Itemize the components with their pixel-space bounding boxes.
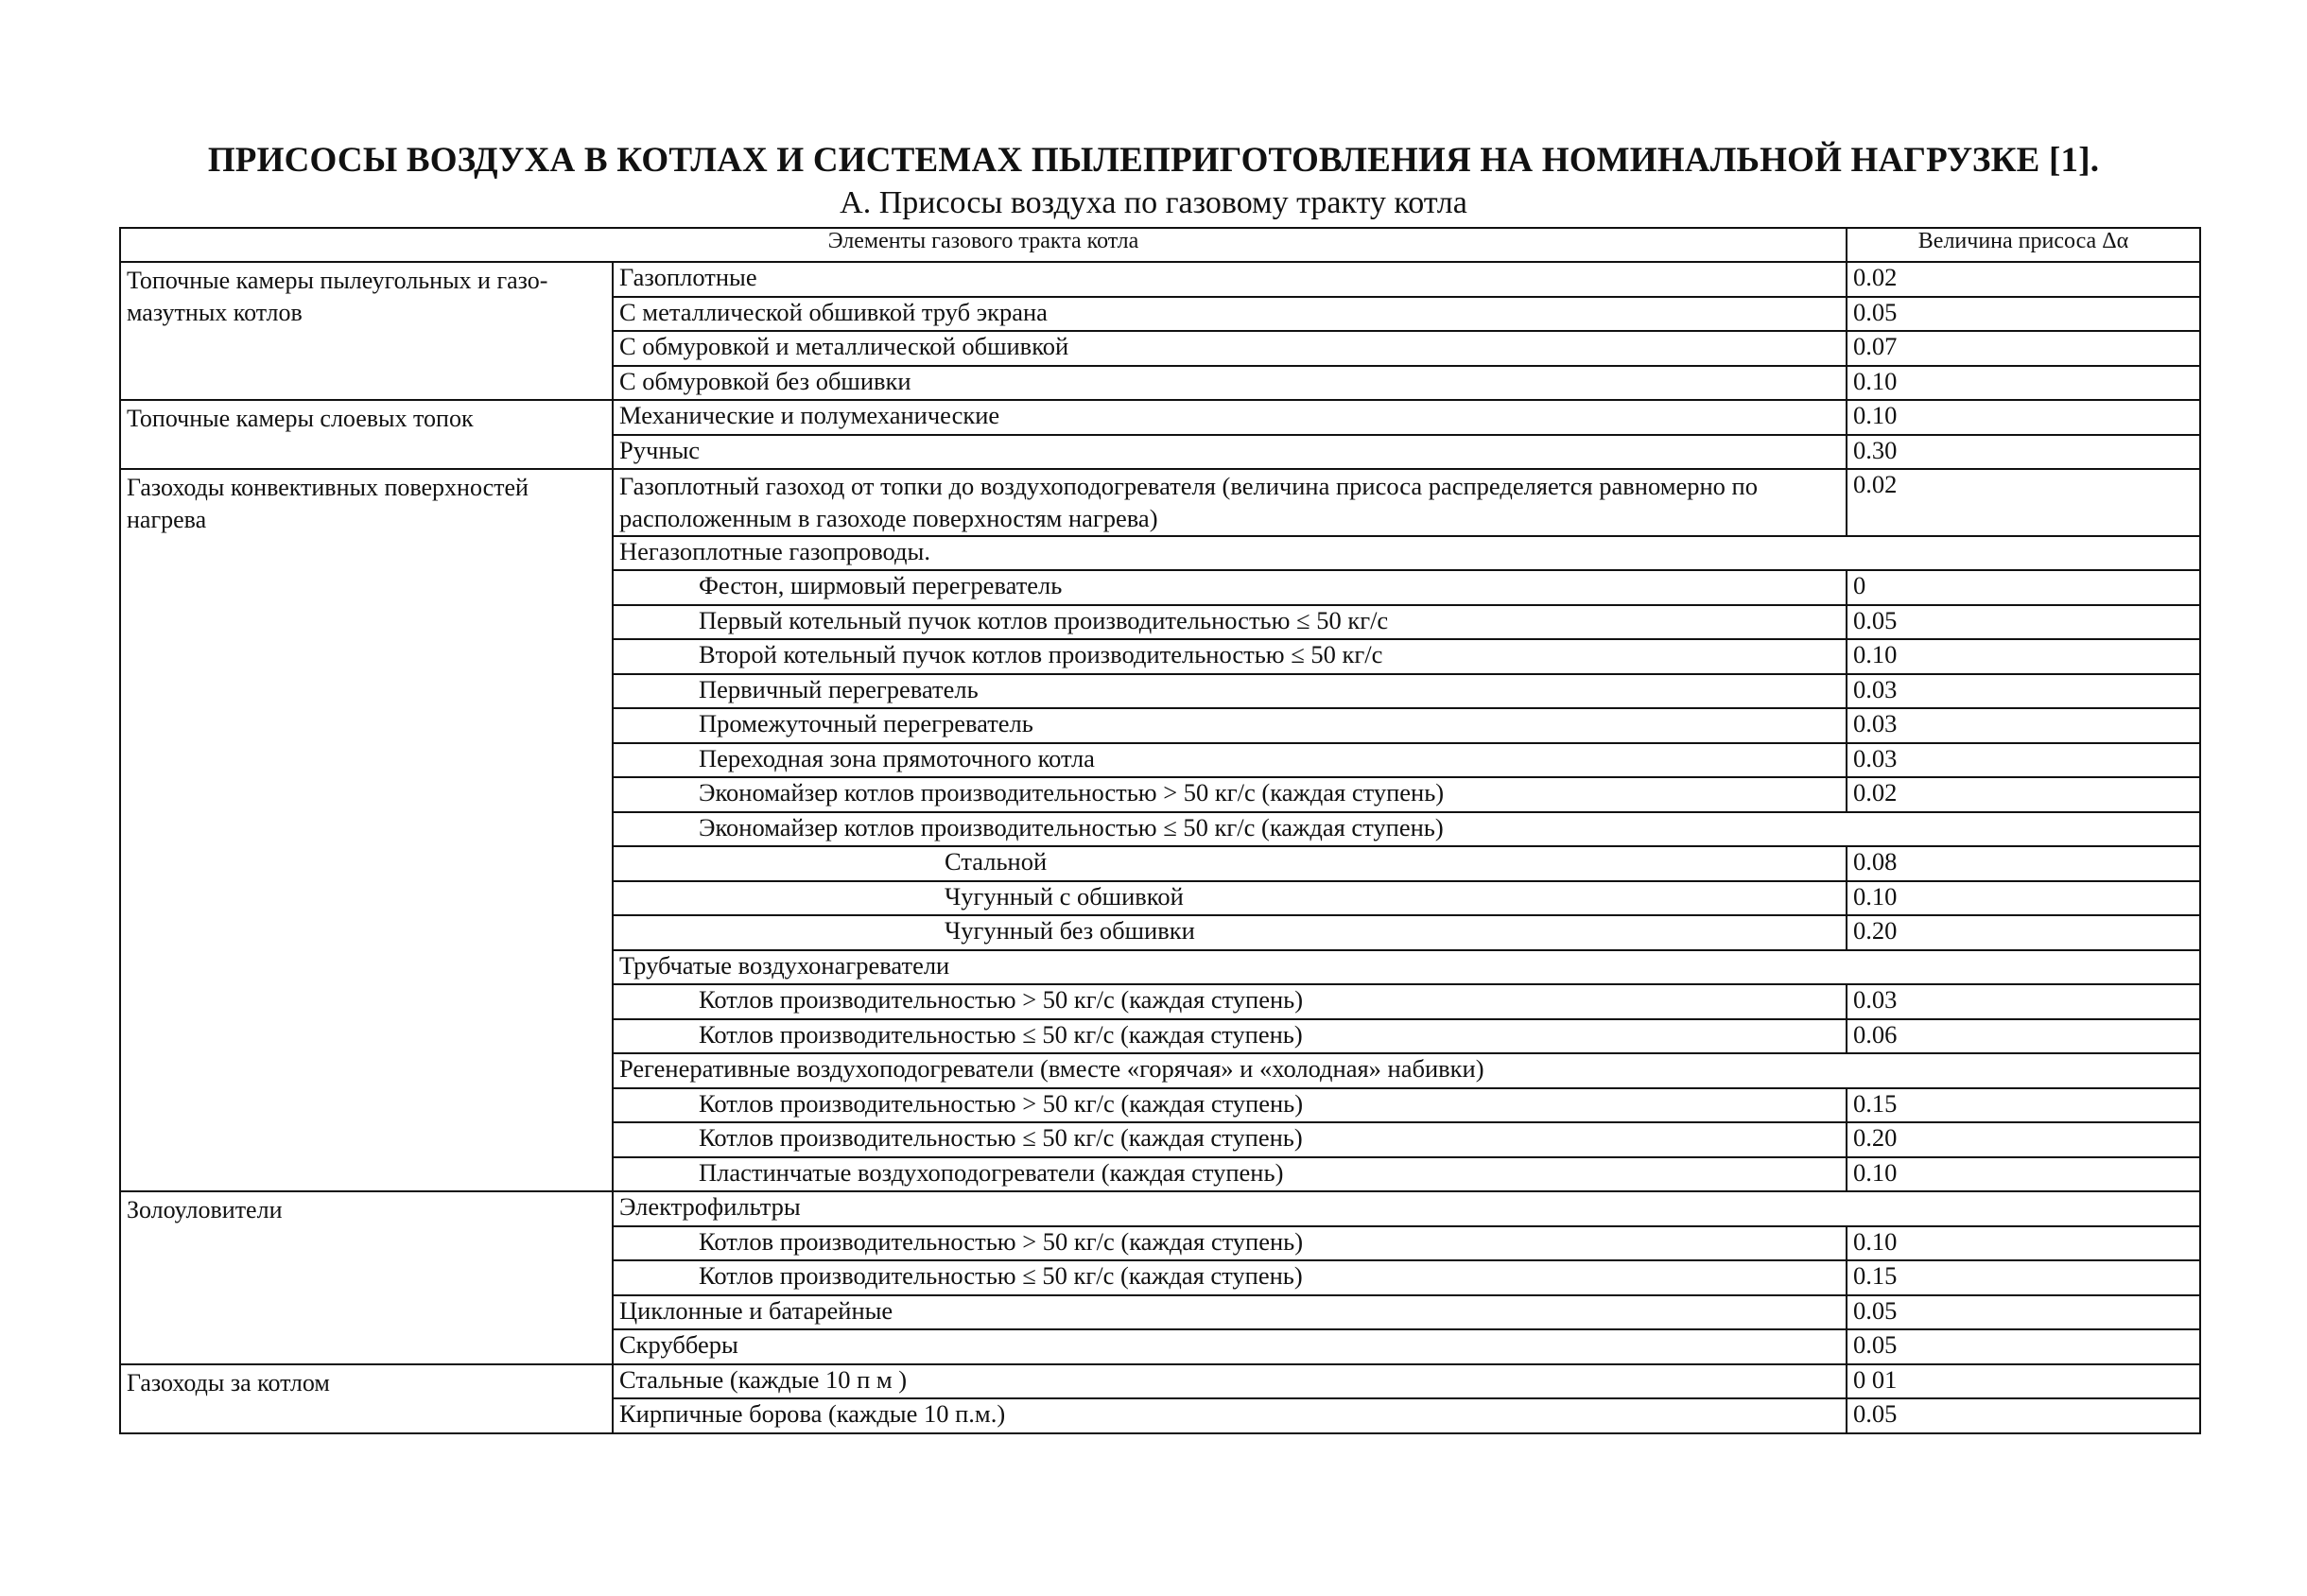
row-text: Чугунный с обшивкой xyxy=(613,881,1847,916)
row-value: 0.15 xyxy=(1847,1088,2200,1123)
row-text: Ручныс xyxy=(613,435,1847,470)
row-value: 0.08 xyxy=(1847,846,2200,881)
row-text: Электрофильтры xyxy=(613,1191,2200,1226)
row-value: 0.03 xyxy=(1847,708,2200,743)
row-value: 0.10 xyxy=(1847,1157,2200,1192)
row-text: Кирпичные борова (каждые 10 п.м.) xyxy=(613,1398,1847,1433)
row-text: Котлов производительностью ≤ 50 кг/с (каждая ступень) xyxy=(613,1122,1847,1157)
row-text: С обмуровкой без обшивки xyxy=(613,366,1847,401)
row-text: Циклонные и батарейные xyxy=(613,1295,1847,1330)
row-value: 0.20 xyxy=(1847,1122,2200,1157)
table-row xyxy=(120,262,2200,297)
row-text: Первичный перегреватель xyxy=(613,674,1847,709)
group-label: Газоходы конвективных поверхностей нагрева xyxy=(120,469,613,1191)
air-leakage-table xyxy=(119,227,2201,1434)
row-text: Переходная зона прямоточного котла xyxy=(613,743,1847,778)
row-value: 0.06 xyxy=(1847,1019,2200,1054)
row-value: 0.05 xyxy=(1847,1295,2200,1330)
row-value: 0.03 xyxy=(1847,743,2200,778)
table-header-row xyxy=(120,228,2200,262)
row-value: 0.05 xyxy=(1847,605,2200,640)
row-value: 0.15 xyxy=(1847,1260,2200,1295)
row-value: 0.20 xyxy=(1847,915,2200,950)
row-text: Трубчатые воздухонагреватели xyxy=(613,950,2200,985)
header-elements: Элементы газового тракта котла xyxy=(120,228,1847,262)
row-text: С обмуровкой и металлической обшивкой xyxy=(613,331,1847,366)
table-row xyxy=(120,1191,2200,1226)
row-text: Стальной xyxy=(613,846,1847,881)
row-text: Второй котельный пучок котлов производительностью ≤ 50 кг/с xyxy=(613,639,1847,674)
group-label: Газоходы за котлом xyxy=(120,1364,613,1433)
row-value: 0.03 xyxy=(1847,674,2200,709)
row-text: Промежуточный перегреватель xyxy=(613,708,1847,743)
row-text: Котлов производительностью ≤ 50 кг/с (каждая ступень) xyxy=(613,1260,1847,1295)
table-row xyxy=(120,1364,2200,1399)
row-text: Котлов производительностью > 50 кг/с (каждая ступень) xyxy=(613,984,1847,1019)
row-text: Чугунный без обшивки xyxy=(613,915,1847,950)
row-value: 0.07 xyxy=(1847,331,2200,366)
row-value: 0.10 xyxy=(1847,366,2200,401)
row-text: Регенеративные воздухоподогреватели (вместе «горячая» и «холодная» набивки) xyxy=(613,1053,2200,1088)
row-value: 0.10 xyxy=(1847,1226,2200,1261)
table-row xyxy=(120,400,2200,435)
row-value: 0 01 xyxy=(1847,1364,2200,1399)
row-value: 0.02 xyxy=(1847,469,2200,536)
row-text: Котлов производительностью > 50 кг/с (каждая ступень) xyxy=(613,1226,1847,1261)
row-text: Стальные (каждые 10 п м ) xyxy=(613,1364,1847,1399)
row-value: 0 xyxy=(1847,570,2200,605)
row-value: 0.02 xyxy=(1847,262,2200,297)
row-value: 0.10 xyxy=(1847,639,2200,674)
row-text: Негазоплотные газопроводы. xyxy=(613,536,2200,571)
row-text: Газоплотный газоход от топки до воздухоподогревателя (величина присоса распределяется равномерно по расположенным в газоходе поверхностям нагрева) xyxy=(613,469,1847,536)
document-title: ПРИСОСЫ ВОЗДУХА В КОТЛАХ И СИСТЕМАХ ПЫЛЕПРИГОТОВЛЕНИЯ НА НОМИНАЛЬНОЙ НАГРУЗКЕ [1]. xyxy=(207,141,2100,180)
row-value: 0.10 xyxy=(1847,400,2200,435)
row-text: Газоплотные xyxy=(613,262,1847,297)
group-label: Топочные камеры слоевых топок xyxy=(120,400,613,469)
row-value: 0.05 xyxy=(1847,1329,2200,1364)
row-text: Скрубберы xyxy=(613,1329,1847,1364)
row-text: Котлов производительностью ≤ 50 кг/с (каждая ступень) xyxy=(613,1019,1847,1054)
row-text: Котлов производительностью > 50 кг/с (каждая ступень) xyxy=(613,1088,1847,1123)
row-text: Фестон, ширмовый перегреватель xyxy=(613,570,1847,605)
table-row xyxy=(120,469,2200,536)
header-value: Величина присоса Δα xyxy=(1847,228,2200,262)
row-text: С металлической обшивкой труб экрана xyxy=(613,297,1847,332)
row-value: 0.02 xyxy=(1847,777,2200,812)
row-value: 0.30 xyxy=(1847,435,2200,470)
row-text: Первый котельный пучок котлов производительностью ≤ 50 кг/с xyxy=(613,605,1847,640)
row-text: Пластинчатые воздухоподогреватели (каждая ступень) xyxy=(613,1157,1847,1192)
row-value: 0.05 xyxy=(1847,297,2200,332)
row-value: 0.10 xyxy=(1847,881,2200,916)
group-label: Золоуловители xyxy=(120,1191,613,1364)
document-subtitle: А. Присосы воздуха по газовому тракту котла xyxy=(840,185,1467,220)
row-value: 0.05 xyxy=(1847,1398,2200,1433)
row-text: Механические и полумеханические xyxy=(613,400,1847,435)
row-value: 0.03 xyxy=(1847,984,2200,1019)
row-text: Экономайзер котлов производительностью ≤ 50 кг/с (каждая ступень) xyxy=(613,812,2200,847)
group-label: Топочные камеры пылеугольных и газо-мазутных котлов xyxy=(120,262,613,400)
row-text: Экономайзер котлов производительностью > 50 кг/с (каждая ступень) xyxy=(613,777,1847,812)
